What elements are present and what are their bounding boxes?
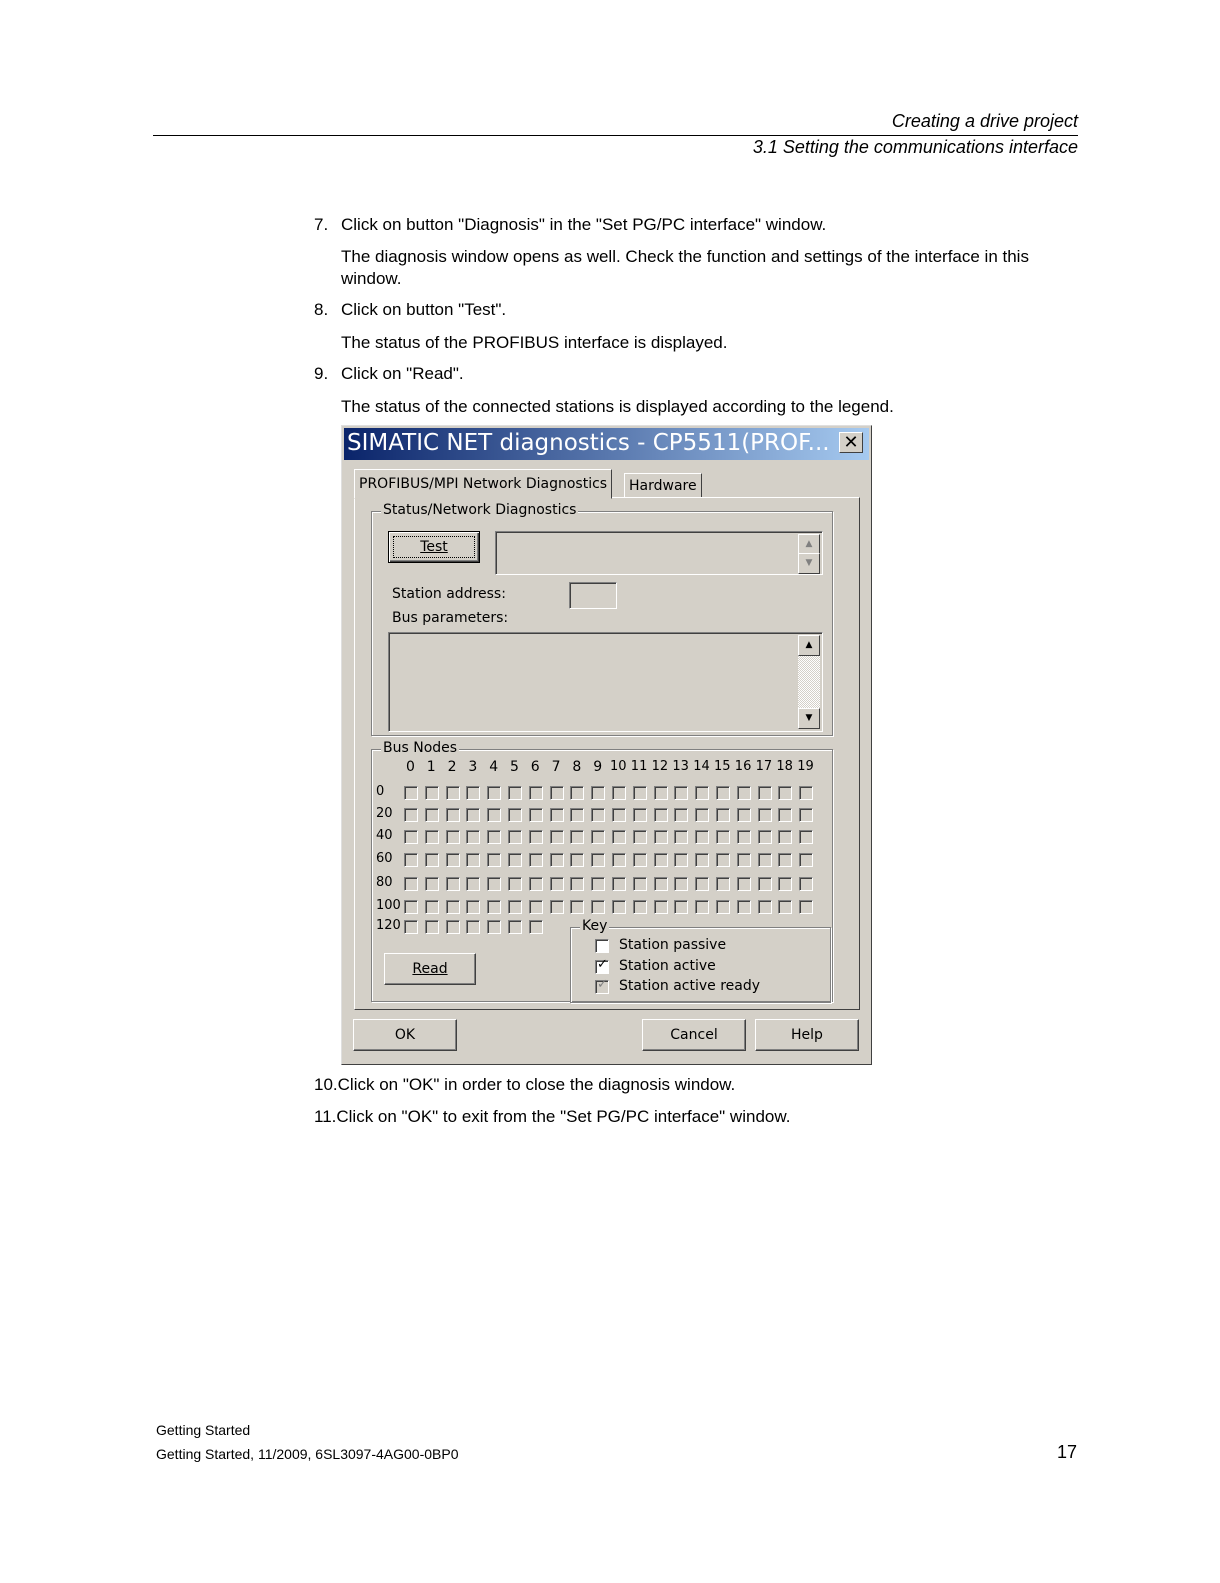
bus-node-checkbox xyxy=(654,877,668,891)
column-header: 5 xyxy=(510,759,519,775)
bus-node-checkbox xyxy=(550,853,564,867)
bus-node-checkbox xyxy=(778,877,792,891)
bus-node-checkbox xyxy=(404,877,418,891)
key-group-label: Key xyxy=(582,918,608,934)
bus-node-checkbox xyxy=(529,808,543,822)
station-address-field xyxy=(569,582,617,609)
cancel-button[interactable]: Cancel xyxy=(642,1019,746,1051)
bus-node-checkbox xyxy=(737,808,751,822)
bus-node-checkbox xyxy=(425,900,439,914)
bus-node-checkbox xyxy=(466,808,480,822)
row-label: 40 xyxy=(376,828,393,843)
bus-node-checkbox xyxy=(737,786,751,800)
column-header: 7 xyxy=(551,759,561,775)
column-header: 3 xyxy=(468,759,478,775)
bus-node-checkbox xyxy=(716,830,730,844)
column-header: 13 xyxy=(672,759,689,774)
bus-node-checkbox xyxy=(758,830,772,844)
bus-node-checkbox xyxy=(778,900,792,914)
bus-node-checkbox xyxy=(674,877,688,891)
bus-node-checkbox xyxy=(799,808,813,822)
row-label: 60 xyxy=(376,851,393,866)
bus-node-checkbox xyxy=(591,786,605,800)
scroll-up-icon[interactable]: ▲ xyxy=(798,534,820,555)
step-11: 11.Click on "OK" to exit from the "Set PG/PC interface" window. xyxy=(314,1107,791,1126)
column-header: 8 xyxy=(572,759,582,775)
bus-node-checkbox xyxy=(425,920,439,934)
bus-nodes-group xyxy=(371,740,833,1002)
bus-node-checkbox xyxy=(633,786,647,800)
bus-node-checkbox xyxy=(695,877,709,891)
bus-node-checkbox xyxy=(570,900,584,914)
bus-node-checkbox xyxy=(591,808,605,822)
step-7-note: The diagnosis window opens as well. Check the function and settings of the interface in this window. xyxy=(341,247,1029,288)
bus-node-checkbox xyxy=(612,853,626,867)
bus-node-checkbox xyxy=(695,830,709,844)
bus-node-checkbox xyxy=(446,786,460,800)
column-header: 1 xyxy=(426,759,436,775)
bus-node-checkbox xyxy=(612,877,626,891)
bus-node-checkbox xyxy=(654,853,668,867)
test-button-label: Test xyxy=(420,539,448,555)
bus-node-checkbox xyxy=(695,900,709,914)
bus-node-checkbox xyxy=(674,900,688,914)
bus-node-checkbox xyxy=(758,808,772,822)
bus-node-checkbox xyxy=(716,808,730,822)
column-header: 17 xyxy=(755,759,773,774)
bus-node-checkbox xyxy=(550,786,564,800)
bus-node-checkbox xyxy=(550,877,564,891)
bus-node-checkbox xyxy=(695,853,709,867)
column-header: 15 xyxy=(714,759,731,774)
bus-node-checkbox xyxy=(529,877,543,891)
bus-node-checkbox xyxy=(425,853,439,867)
bus-node-checkbox xyxy=(508,808,522,822)
bus-node-checkbox xyxy=(446,808,460,822)
bus-node-checkbox xyxy=(508,853,522,867)
footer-doc-info: Getting Started, 11/2009, 6SL3097-4AG00-0BP0 xyxy=(156,1446,459,1462)
scroll-up-icon[interactable]: ▲ xyxy=(798,635,820,656)
column-header: 10 xyxy=(610,759,627,774)
bus-node-checkbox xyxy=(550,808,564,822)
bus-node-checkbox xyxy=(654,808,668,822)
bus-node-checkbox xyxy=(570,786,584,800)
bus-node-checkbox xyxy=(425,786,439,800)
scroll-down-icon[interactable]: ▼ xyxy=(798,708,820,729)
bus-node-checkbox xyxy=(758,786,772,800)
bus-node-checkbox xyxy=(633,900,647,914)
step-9: 9. Click on "Read". xyxy=(314,364,464,383)
bus-node-checkbox xyxy=(799,900,813,914)
tab-hardware[interactable]: Hardware xyxy=(624,473,702,498)
bus-node-checkbox xyxy=(799,853,813,867)
bus-node-checkbox xyxy=(570,877,584,891)
bus-node-checkbox xyxy=(591,900,605,914)
key-active-label: Station active xyxy=(619,958,716,974)
dialog-title: SIMATIC NET diagnostics - CP5511(PROF... xyxy=(347,430,830,456)
bus-node-checkbox xyxy=(487,900,501,914)
column-header: 9 xyxy=(593,759,603,775)
row-label: 80 xyxy=(376,875,393,890)
bus-parameters-field xyxy=(388,632,823,732)
header-chapter: Creating a drive project xyxy=(891,111,1078,131)
bus-node-checkbox xyxy=(425,877,439,891)
bus-node-checkbox xyxy=(570,808,584,822)
column-header: 0 xyxy=(406,759,415,775)
page-number: 17 xyxy=(1056,1442,1077,1462)
bus-node-checkbox xyxy=(654,786,668,800)
bus-node-checkbox xyxy=(674,830,688,844)
bus-node-checkbox xyxy=(487,808,501,822)
bus-node-checkbox xyxy=(487,920,501,934)
dialog-titlebar[interactable] xyxy=(344,428,869,460)
bus-node-checkbox xyxy=(716,786,730,800)
read-button-label: Read xyxy=(412,961,448,977)
step-9-note: The status of the connected stations is displayed according to the legend. xyxy=(341,397,894,416)
bus-node-checkbox xyxy=(591,877,605,891)
bus-node-checkbox xyxy=(737,830,751,844)
bus-node-checkbox xyxy=(404,853,418,867)
bus-node-checkbox xyxy=(570,830,584,844)
bus-node-checkbox xyxy=(446,830,460,844)
bus-node-checkbox xyxy=(633,808,647,822)
bus-node-checkbox xyxy=(404,900,418,914)
bus-node-checkbox xyxy=(695,786,709,800)
help-button[interactable]: Help xyxy=(755,1019,859,1051)
status-output xyxy=(495,531,823,575)
bus-node-checkbox xyxy=(508,877,522,891)
bus-node-checkbox xyxy=(674,853,688,867)
bus-node-checkbox xyxy=(758,877,772,891)
bus-parameters-label: Bus parameters: xyxy=(392,610,509,626)
bus-node-checkbox xyxy=(716,853,730,867)
row-label: 120 xyxy=(376,918,401,933)
bus-node-checkbox xyxy=(758,900,772,914)
bus-node-checkbox xyxy=(612,830,626,844)
bus-node-checkbox xyxy=(612,786,626,800)
station-address-label: Station address: xyxy=(392,586,506,602)
key-group xyxy=(570,918,831,1003)
bus-node-checkbox xyxy=(466,900,480,914)
bus-node-checkbox xyxy=(654,830,668,844)
tab-network-diagnostics[interactable]: PROFIBUS/MPI Network Diagnostics xyxy=(354,469,612,499)
bus-node-checkbox xyxy=(404,920,418,934)
bus-node-checkbox xyxy=(633,877,647,891)
bus-node-checkbox xyxy=(425,808,439,822)
bus-node-checkbox xyxy=(508,830,522,844)
close-icon[interactable]: ✕ xyxy=(839,432,863,453)
bus-node-checkbox xyxy=(695,808,709,822)
bus-node-checkbox xyxy=(446,900,460,914)
bus-node-checkbox xyxy=(466,853,480,867)
bus-node-checkbox xyxy=(799,877,813,891)
bus-node-checkbox xyxy=(425,830,439,844)
key-passive-label: Station passive xyxy=(619,937,727,953)
column-header: 2 xyxy=(447,759,457,775)
bus-node-checkbox xyxy=(778,853,792,867)
status-group xyxy=(371,502,833,736)
bus-node-checkbox xyxy=(508,920,522,934)
bus-node-checkbox xyxy=(591,853,605,867)
step-10: 10.Click on "OK" in order to close the diagnosis window. xyxy=(314,1075,736,1094)
bus-node-checkbox xyxy=(799,830,813,844)
bus-node-checkbox xyxy=(466,920,480,934)
bus-node-checkbox xyxy=(446,920,460,934)
tab-panel xyxy=(354,497,860,1010)
bus-node-checkbox xyxy=(778,808,792,822)
status-group-label: Status/Network Diagnostics xyxy=(383,502,577,518)
scroll-down-icon[interactable]: ▼ xyxy=(798,553,820,574)
bus-node-checkbox xyxy=(446,853,460,867)
check-icon: ✓ xyxy=(597,957,608,972)
bus-node-checkbox xyxy=(633,830,647,844)
step-8: 8. Click on button "Test". xyxy=(314,300,507,319)
bus-node-checkbox xyxy=(570,853,584,867)
bus-node-checkbox xyxy=(591,830,605,844)
bus-node-checkbox xyxy=(612,900,626,914)
column-header: 18 xyxy=(776,759,793,774)
bus-node-checkbox xyxy=(633,853,647,867)
bus-node-checkbox xyxy=(799,786,813,800)
bus-node-checkbox xyxy=(466,877,480,891)
bus-node-checkbox xyxy=(674,786,688,800)
column-header: 16 xyxy=(734,759,752,774)
key-active-checkbox xyxy=(595,957,609,974)
bus-node-checkbox xyxy=(404,830,418,844)
bus-node-checkbox xyxy=(487,877,501,891)
ok-button[interactable]: OK xyxy=(353,1019,457,1051)
bus-node-checkbox xyxy=(737,877,751,891)
bus-node-checkbox xyxy=(487,830,501,844)
read-button[interactable] xyxy=(384,953,476,985)
bus-node-checkbox xyxy=(737,900,751,914)
header-section: 3.1 Setting the communications interface xyxy=(752,137,1078,157)
row-label: 100 xyxy=(376,898,401,913)
bus-nodes-label: Bus Nodes xyxy=(383,740,458,756)
column-header: 6 xyxy=(530,759,540,775)
check-icon: ✓ xyxy=(597,977,608,992)
row-label: 0 xyxy=(376,784,385,799)
column-header: 11 xyxy=(630,759,648,774)
bus-node-checkbox xyxy=(529,830,543,844)
bus-node-checkbox xyxy=(446,877,460,891)
test-button[interactable] xyxy=(388,531,480,563)
diagnostics-dialog xyxy=(341,425,872,1065)
column-header: 12 xyxy=(651,759,669,774)
row-label: 20 xyxy=(376,806,393,821)
scrollbar-track[interactable] xyxy=(798,656,820,708)
bus-node-checkbox xyxy=(716,900,730,914)
bus-node-checkbox xyxy=(716,877,730,891)
bus-node-checkbox xyxy=(529,786,543,800)
bus-node-checkbox xyxy=(529,900,543,914)
bus-node-checkbox xyxy=(529,853,543,867)
column-header: 19 xyxy=(797,759,814,774)
bus-node-checkbox xyxy=(778,830,792,844)
bus-node-checkbox xyxy=(778,786,792,800)
bus-node-checkbox xyxy=(674,808,688,822)
bus-node-checkbox xyxy=(404,808,418,822)
bus-node-checkbox xyxy=(404,786,418,800)
column-header: 4 xyxy=(489,759,499,775)
key-passive-checkbox xyxy=(595,939,609,953)
bus-node-checkbox xyxy=(466,786,480,800)
bus-node-checkbox xyxy=(758,853,772,867)
bus-node-checkbox xyxy=(466,830,480,844)
step-8-note: The status of the PROFIBUS interface is displayed. xyxy=(341,333,728,352)
key-active-ready-checkbox xyxy=(595,977,609,994)
bus-node-checkbox xyxy=(529,920,543,934)
footer-title: Getting Started xyxy=(156,1422,251,1438)
bus-node-checkbox xyxy=(508,900,522,914)
bus-node-checkbox xyxy=(550,830,564,844)
bus-node-checkbox xyxy=(508,786,522,800)
bus-node-checkbox xyxy=(737,853,751,867)
key-active-ready-label: Station active ready xyxy=(619,978,761,994)
column-header: 14 xyxy=(693,759,710,774)
header-rule xyxy=(153,135,1078,136)
bus-node-checkbox xyxy=(487,786,501,800)
bus-node-checkbox xyxy=(654,900,668,914)
bus-node-checkbox xyxy=(612,808,626,822)
bus-node-checkbox xyxy=(487,853,501,867)
step-7: 7. Click on button "Diagnosis" in the "Set PG/PC interface" window. xyxy=(314,215,827,234)
bus-node-checkbox xyxy=(550,900,564,914)
